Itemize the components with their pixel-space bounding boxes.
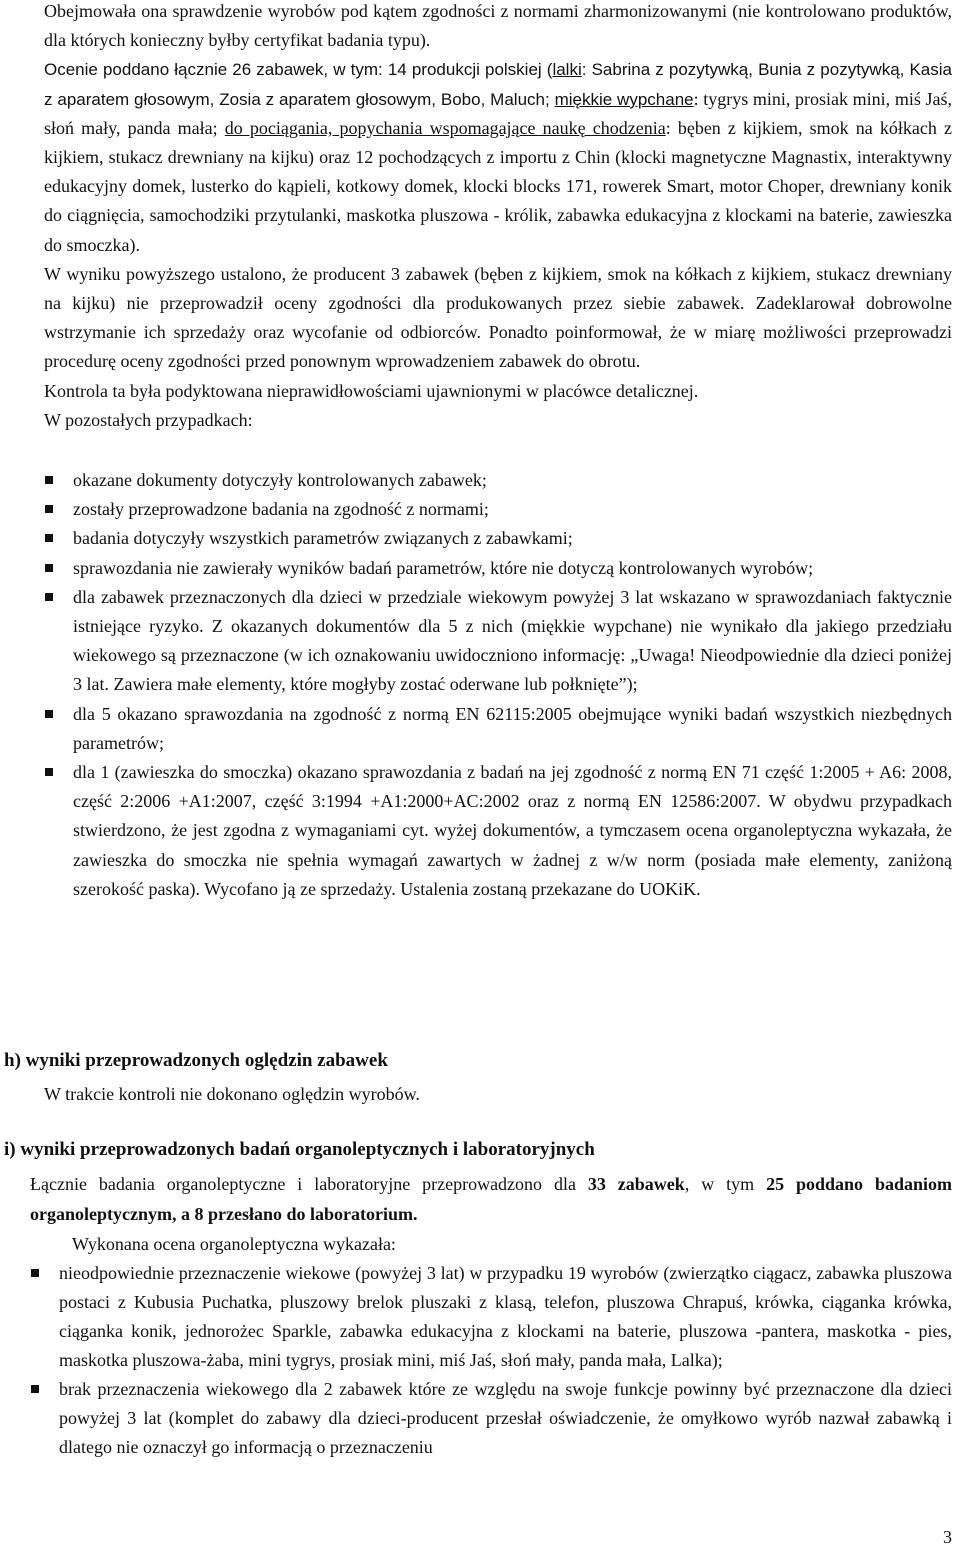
list-item-text: okazane dokumenty dotyczyły kontrolowanych zabawek; [73,470,487,490]
bullet-square-icon [45,476,53,484]
text-span: : Sabrina z pozytywką, Bunia z pozytywką, Kasia z aparatem głosowym, Zosia z aparatem głosowym, Bobo, Maluch; [44,60,952,109]
bullet-square-icon [45,564,53,572]
bold-count: 33 zabawek [587,1174,685,1194]
list-item [44,466,952,495]
text-span: Łącznie badania organoleptyczne i laboratoryjne przeprowadzono dla [30,1174,588,1194]
bullet-square-icon [45,505,53,513]
list-item [44,758,952,904]
text-span: Ocenie poddano łącznie 26 zabawek, w tym: 14 produkcji polskiej ( [44,60,553,80]
list-item-text: brak przeznaczenia wiekowego dla 2 zabawek które ze względu na swoje funkcje powinny być przeznaczone dla dzieci powyżej 3 lat (komplet do zabawy dla dzieci-producent przesłał oświadczenie, że omyłkowo wyrób nazwał zabawką i dlatego nie oznaczył go informacją o przeznaczeniu [59,1379,952,1457]
findings-list [44,466,952,904]
bullet-square-icon [31,1385,39,1393]
list-item [30,1259,952,1375]
bold-summary: 25 poddano badaniom organoleptycznym, a 8 przesłano do laboratorium. [30,1174,952,1224]
list-item [44,700,952,758]
list-item-text: sprawozdania nie zawierały wyników badań parametrów, które nie dotyczą kontrolowanych wyrobów; [73,557,814,578]
list-item [44,495,952,524]
paragraph-kontrola: Kontrola ta była podyktowana nieprawidłowościami ujawnionymi w placówce detalicznej. [44,380,699,401]
list-item-text: dla zabawek przeznaczonych dla dzieci w przedziale wiekowym powyżej 3 lat wskazano w sprawozdaniach faktycznie istniejące ryzyko. Z okazanych dokumentów dla 5 z nich (miękkie wypchane) nie wynikało dla jakiego przedziału wiekowego są przeznaczone (w ich oznakowaniu uwidoczniono informację: „Uwaga! Nieodpowiednie dla dzieci poniżej 3 lat. Zawiera małe elementy, które mogłyby zostać oderwane lub połknięte”); [73,586,952,695]
list-item-text: dla 1 (zawieszka do smoczka) okazano sprawozdania z badań na jej zgodność z normą EN 71 część 1:2005 + A6: 2008, część 2:2006 +A1:2007, część 3:1994 +A1:2000+AC:2002 oraz z normą EN 12586:2007. W obydwu przypadkach stwierdzono, że jest zgodna z wymaganiami cyt. wyżej dokumentów, a tymczasem ocena organoleptyczna wykazała, że zawieszka do smoczka nie spełnia wymagań zawartych w żadnej z w/w norm (posiada małe elementy, zaniżoną szerokość paska). Wycofano ją ze sprzedaży. Ustalenia zostaną przekazane do UOKiK. [73,762,952,899]
list-item-text: dla 5 okazano sprawozdania na zgodność z normą EN 62115:2005 obejmujące wyniki badań wszystkich niezbędnych parametrów; [73,703,952,753]
bullet-square-icon [45,768,53,776]
bullet-square-icon [45,593,53,601]
intro-block [44,0,952,435]
section-h-heading: h) wyniki przeprowadzonych oględzin zabawek [4,1050,388,1071]
category-soft-stuffed: miękkie wypchane [554,89,694,109]
bullet-square-icon [31,1269,39,1277]
bullet-square-icon [45,710,53,718]
paragraph-tested-toys [44,55,952,259]
paragraph-scope: Obejmowała ona sprawdzenie wyrobów pod kątem zgodności z normami zharmonizowanymi (nie kontrolowano produktów, dla których konieczny byłby certyfikat badania typu). [44,1,952,51]
list-item-text: zostały przeprowadzone badania na zgodność z normami; [73,499,489,520]
section-h-text: W trakcie kontroli nie dokonano oględzin wyrobów. [44,1084,420,1104]
bullet-square-icon [45,534,53,542]
list-item [44,524,952,553]
section-i-summary [30,1169,952,1229]
list-item [44,583,952,700]
page-number: 3 [943,1527,952,1547]
list-item [44,554,952,583]
paragraph-pozostale: W pozostałych przypadkach: [44,409,253,430]
paragraph-producent: W wyniku powyższego ustalono, że producent 3 zabawek (bęben z kijkiem, smok na kółkach z kijkiem, stukacz drewniany na kijku) nie przeprowadził oceny zgodności dla produkowanych przez siebie zabawek. Zadeklarował dobrowolne wstrzymanie ich sprzedaży oraz wycofanie od odbiorców. Ponadto poinformował, że w miarę możliwości przeprowadzi procedurę oceny zgodności przed ponownym wprowadzeniem zabawek do obrotu. [44,263,952,372]
section-i-heading: i) wyniki przeprowadzonych badań organoleptycznych i laboratoryjnych [4,1139,595,1160]
section-i-intro: Wykonana ocena organoleptyczna wykazała: [72,1234,396,1254]
text-span: : tygrys mini, prosiak mini, miś Jaś, słoń mały, panda mała; [44,88,952,138]
category-pull-push: do pociągania, popychania wspomagające naukę chodzenia [224,117,666,138]
text-span: , w tym [684,1174,767,1194]
list-item-text: badania dotyczyły wszystkich parametrów związanych z zabawkami; [73,528,573,549]
list-item [30,1375,952,1462]
text-span: : bęben z kijkiem, smok na kółkach z kijkiem, stukacz drewniany na kijku) oraz 12 pochodzących z importu z Chin (klocki magnetyczne Magnastix, interaktywny edukacyjny domek, lusterko do kąpieli, kotkowy domek, klocki blocks 171, rowerek Smart, motor Choper, drewniany konik do ciągnięcia, samochodziki przytulanki, maskotka pluszowa - królik, zabawka edukacyjna z klockami na baterie, zawieszka do smoczka). [44,117,952,255]
category-dolls: lalki [552,60,582,80]
organoleptic-findings-list [30,1259,952,1462]
section-i-body [30,1169,952,1259]
list-item-text: nieodpowiednie przeznaczenie wiekowe (powyżej 3 lat) w przypadku 19 wyrobów (zwierzątko ciągacz, zabawka pluszowa postaci z Kubusia Puchatka, pluszowy brelok pluszaki z klasą, telefon, pluszowa Chrapuś, krówka, ciąganka krówka, ciąganka konik, jednorożec Sparkle, zabawka edukacyjna z klockami na baterie, pluszowa -pantera, maskotka - pies, maskotka pluszowa-żaba, mini tygrys, prosiak mini, miś Jaś, słoń mały, panda mała, Lalka); [59,1263,952,1370]
